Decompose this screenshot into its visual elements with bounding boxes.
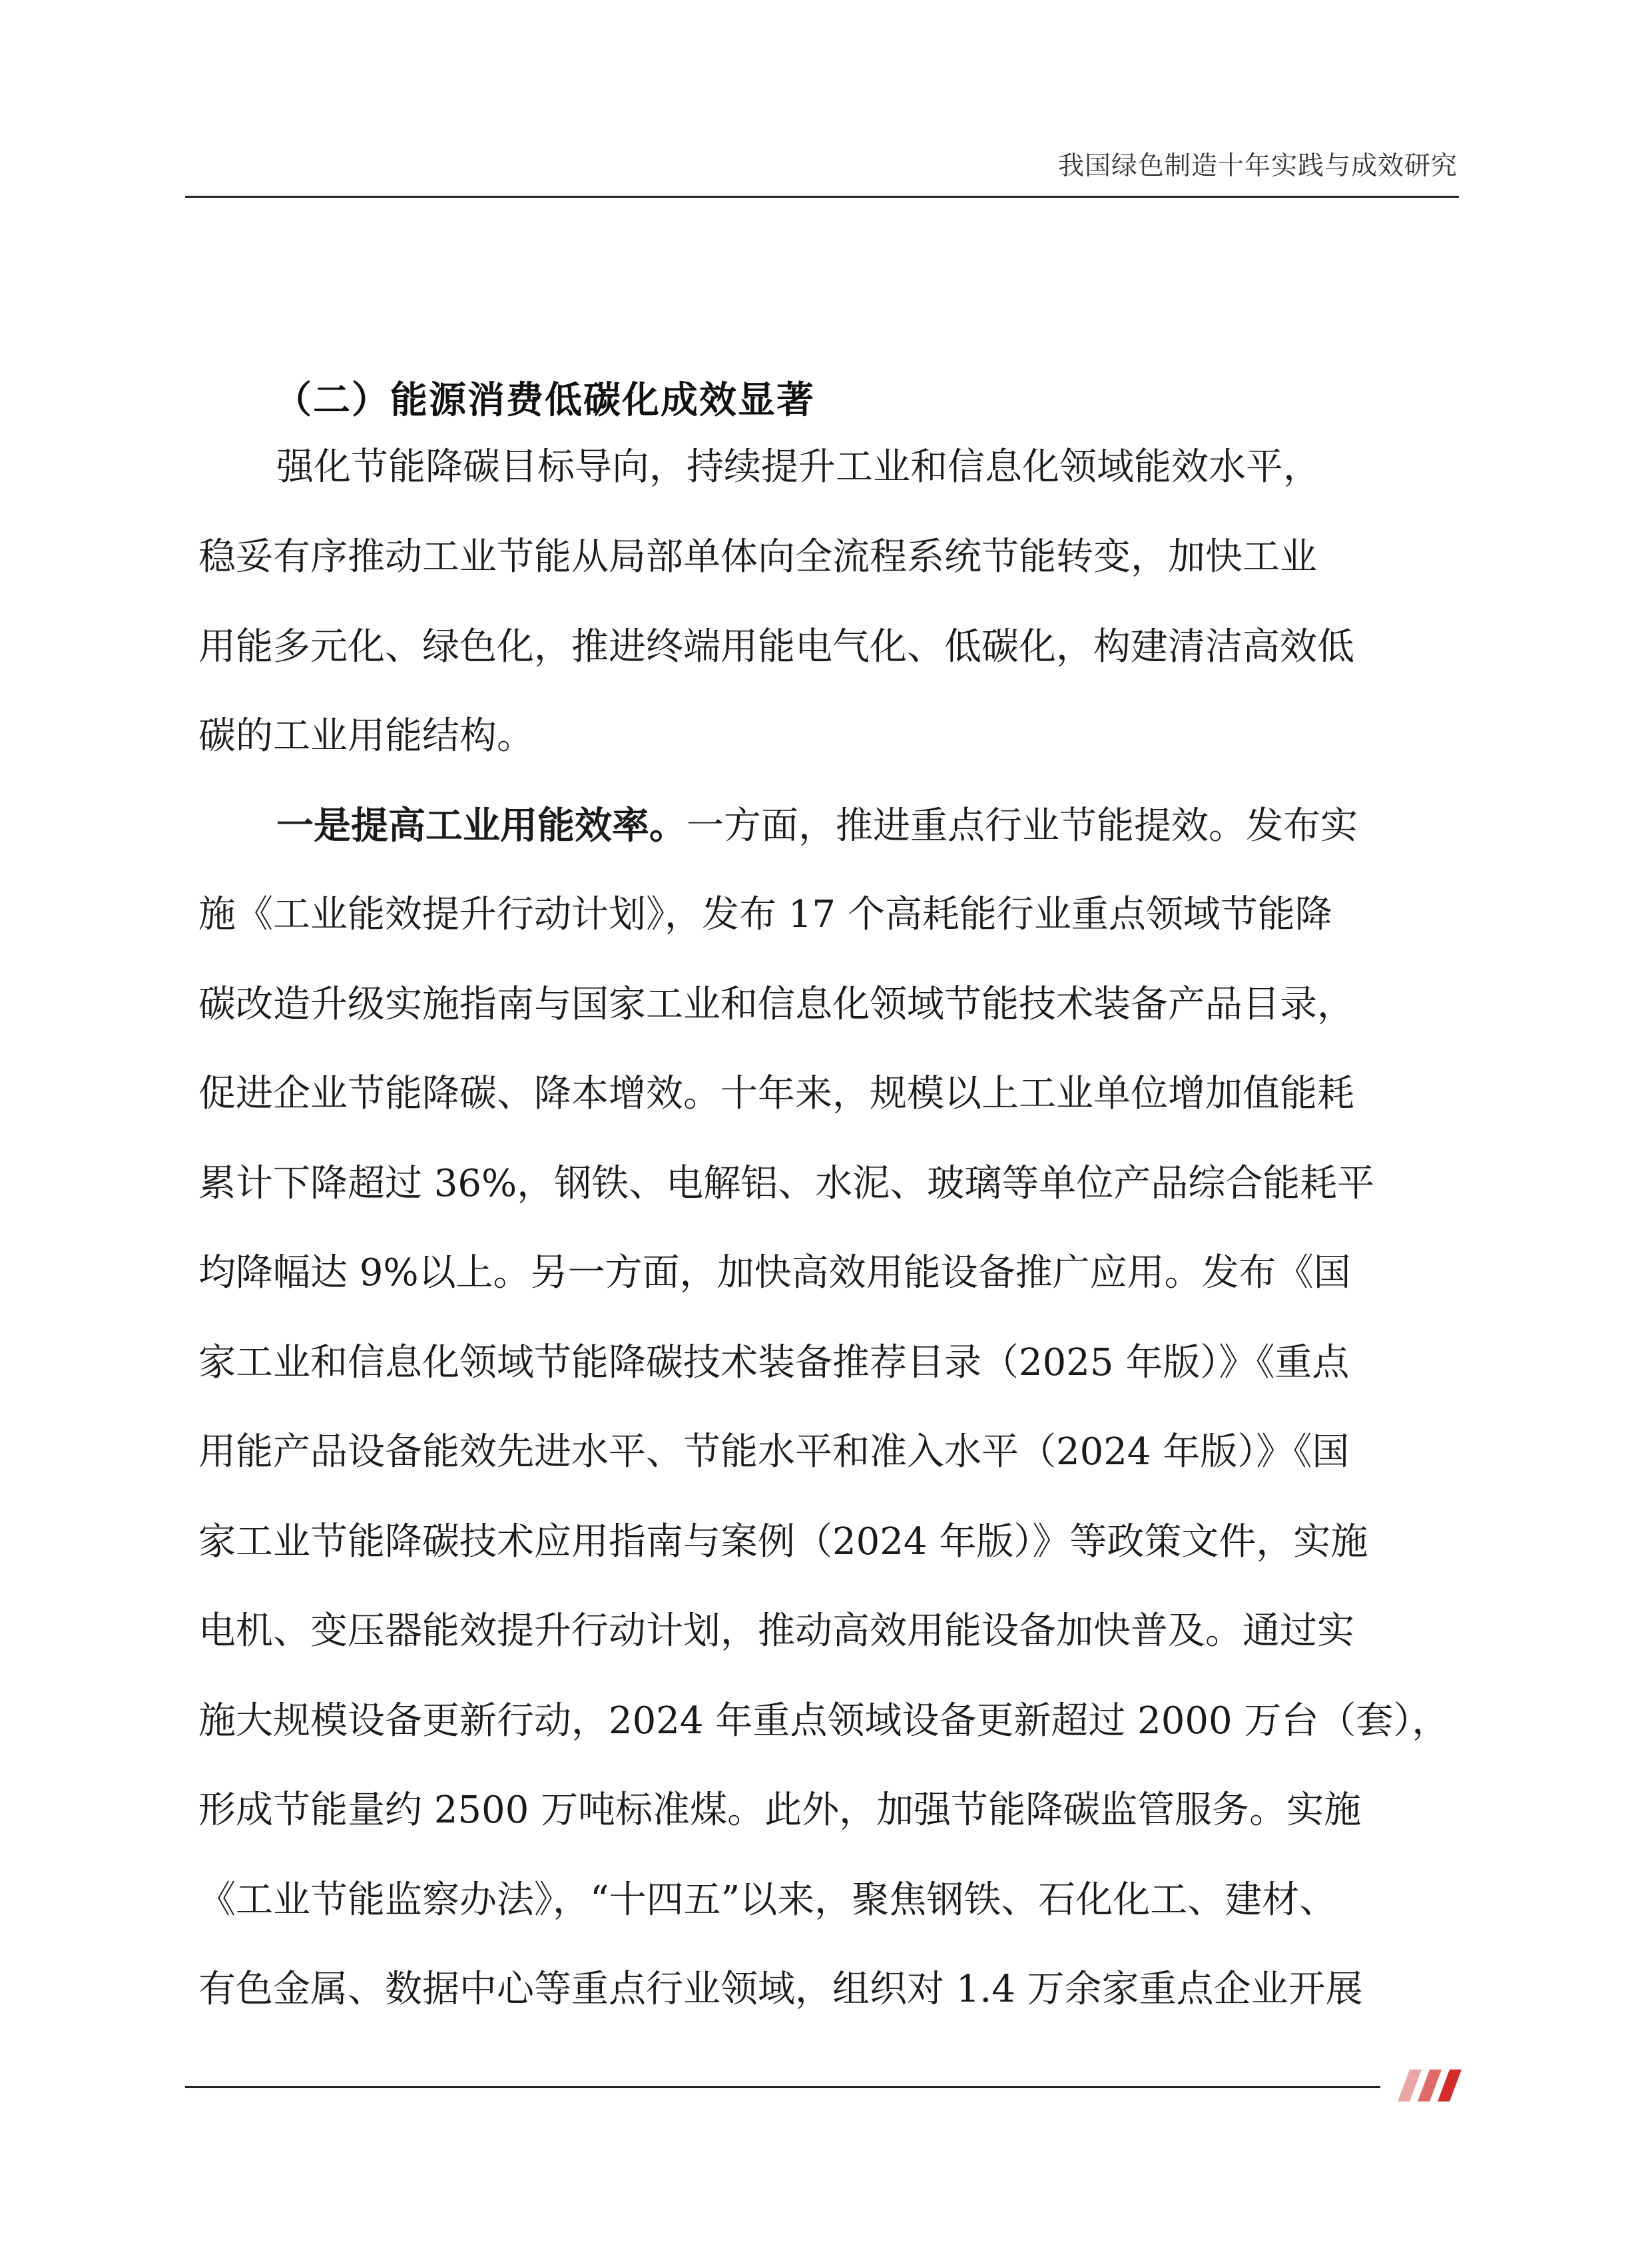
- paragraph-line: 促进企业节能降碳、降本增效。十年来，规模以上工业单位增加值能耗: [198, 1072, 1354, 1115]
- paragraph-line: 稳妥有序推动工业节能从局部单体向全流程系统节能转变，加快工业: [198, 535, 1317, 579]
- footer-divider: [185, 2086, 1380, 2088]
- paragraph-line: 家工业和信息化领域节能降碳技术装备推荐目录（2025 年版）》《重点: [198, 1341, 1350, 1384]
- three-slash-stripes-icon: [1395, 2067, 1468, 2104]
- section-heading: （二）能源消费低碳化成效显著: [274, 379, 815, 422]
- logo-stripe-light: [1398, 2070, 1422, 2102]
- header-divider: [185, 196, 1459, 198]
- paragraph-line: 累计下降超过 36%，钢铁、电解铝、水泥、玻璃等单位产品综合能耗平: [198, 1162, 1375, 1205]
- paragraph-line: 均降幅达 9%以上。另一方面，加快高效用能设备推广应用。发布《国: [198, 1251, 1351, 1294]
- paragraph-line-text: 一方面，推进重点行业节能提效。发布实: [687, 804, 1358, 848]
- paragraph-line: [276, 799, 1459, 852]
- paragraph-line: 施大规模设备更新行动，2024 年重点领域设备更新超过 2000 万台（套），: [198, 1699, 1450, 1743]
- paragraph-lead-bold: 一是提高工业用能效率。: [276, 804, 687, 848]
- paragraph-line: 形成节能量约 2500 万吨标准煤。此外，加强节能降碳监管服务。实施: [198, 1789, 1362, 1832]
- paragraph-line: 电机、变压器能效提升行动计划，推动高效用能设备加快普及。通过实: [198, 1609, 1354, 1653]
- paragraph-line: 有色金属、数据中心等重点行业领域，组织对 1.4 万余家重点企业开展: [198, 1968, 1363, 2011]
- running-header-title: 我国绿色制造十年实践与成效研究: [1057, 151, 1458, 181]
- paragraph-line: 施《工业能效提升行动计划》，发布 17 个高耗能行业重点领域节能降: [198, 893, 1332, 936]
- paragraph-line: 《工业节能监察办法》，“十四五”以来，聚焦钢铁、石化化工、建材、: [198, 1878, 1337, 1922]
- paragraph-line: 碳的工业用能结构。: [198, 714, 534, 758]
- paragraph-line: 家工业节能降碳技术应用指南与案例（2024 年版）》等政策文件，实施: [198, 1520, 1368, 1563]
- logo-stripe-dark: [1438, 2070, 1462, 2102]
- paragraph-line: 用能产品设备能效先进水平、节能水平和准入水平（2024 年版）》《国: [198, 1430, 1350, 1474]
- paragraph-line: 用能多元化、绿色化，推进终端用能电气化、低碳化，构建清洁高效低: [198, 625, 1354, 669]
- paragraph-line: 强化节能降碳目标导向，持续提升工业和信息化领域能效水平，: [276, 445, 1320, 489]
- paragraph-line: 碳改造升级实施指南与国家工业和信息化领域节能技术装备产品目录，: [198, 983, 1354, 1026]
- logo-stripe-mid: [1418, 2070, 1442, 2102]
